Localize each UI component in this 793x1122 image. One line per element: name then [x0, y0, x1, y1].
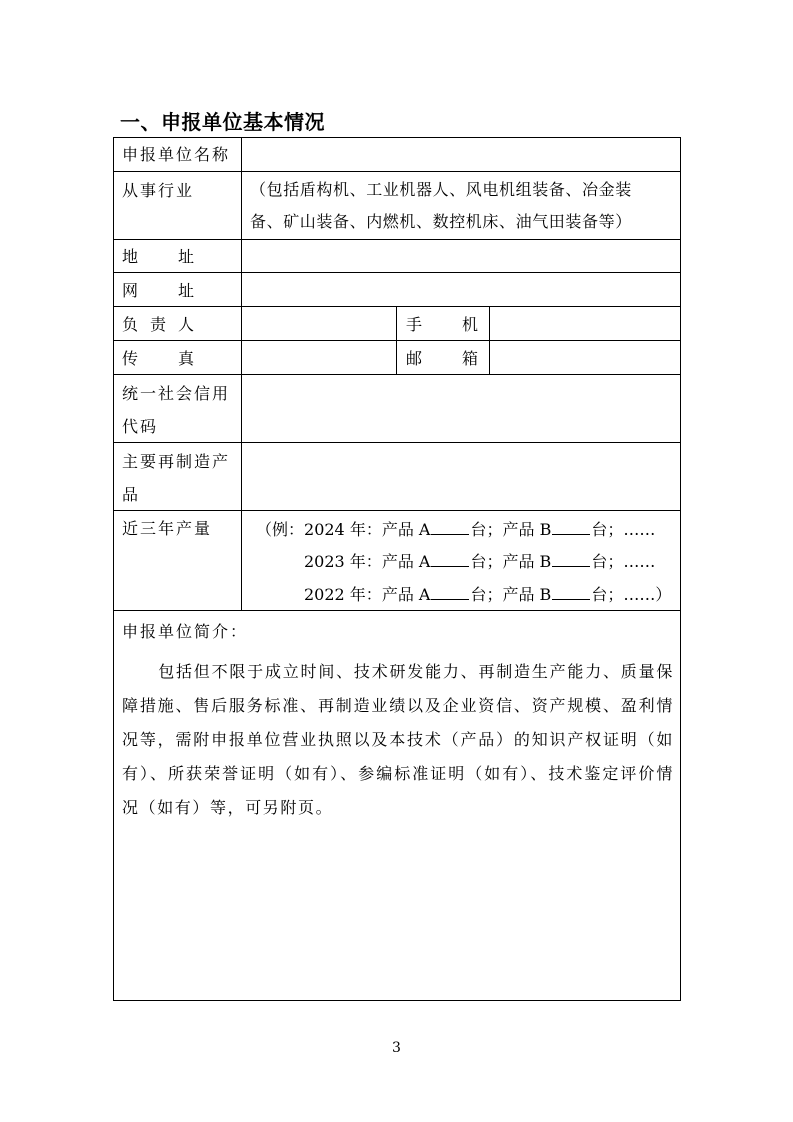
- industry-hint-line1: （包括盾构机、工业机器人、风电机组装备、冶金装: [250, 180, 632, 199]
- column-divider: [241, 138, 242, 610]
- output-product-b: 台；产品 B: [470, 520, 552, 539]
- mobile-field[interactable]: [490, 307, 680, 340]
- products-field[interactable]: [242, 443, 680, 510]
- product-a-blank[interactable]: [431, 550, 469, 567]
- unit-name-field[interactable]: [242, 138, 680, 171]
- contact-label-char: 人: [177, 315, 194, 334]
- website-label-char: 址: [177, 281, 194, 300]
- fax-field[interactable]: [242, 341, 396, 374]
- product-a-blank[interactable]: [431, 518, 469, 535]
- intro-label: 申报单位简介：: [122, 622, 249, 641]
- output-product-a: 产品 A: [381, 552, 431, 571]
- page-number: 3: [392, 1040, 401, 1056]
- output-product-b: 台；产品 B: [470, 585, 552, 604]
- website-field[interactable]: [242, 273, 680, 306]
- output-row-2024: [256, 513, 655, 547]
- output-row-end: 台；……）: [591, 585, 672, 604]
- products-label-line2: 品: [122, 485, 141, 504]
- intro-section[interactable]: [114, 611, 680, 1000]
- output-product-a: 产品 A: [381, 520, 431, 539]
- output-product-b: 台；产品 B: [470, 552, 552, 571]
- output-row-end: 台；……: [591, 552, 656, 571]
- email-field[interactable]: [490, 341, 680, 374]
- fax-label: [122, 342, 194, 376]
- mobile-label-char: 机: [461, 315, 478, 334]
- fax-label-char: 传: [122, 349, 139, 368]
- product-b-blank[interactable]: [552, 583, 590, 600]
- mobile-label: [406, 308, 478, 342]
- products-label-line1: 主要再制造产: [122, 452, 231, 471]
- section-title: 一、申报单位基本情况: [120, 110, 325, 134]
- website-label: [122, 274, 194, 308]
- output-year: 2022 年：: [304, 585, 382, 604]
- email-label-char: 邮: [406, 349, 423, 368]
- output-product-a: 产品 A: [381, 585, 431, 604]
- credit-code-field[interactable]: [242, 375, 680, 442]
- contact-label-char: 责: [149, 315, 166, 334]
- contact-person-label: [122, 308, 194, 342]
- basic-info-form: [113, 137, 681, 1001]
- address-label-char: 地: [122, 247, 139, 266]
- website-label-char: 网: [122, 281, 139, 300]
- contact-person-field[interactable]: [242, 307, 396, 340]
- credit-code-label-line1: 统一社会信用: [122, 384, 231, 403]
- column-divider: [396, 306, 397, 374]
- product-b-blank[interactable]: [552, 518, 590, 535]
- product-a-blank[interactable]: [431, 583, 469, 600]
- email-label-char: 箱: [461, 349, 478, 368]
- unit-name-label: 申报单位名称: [122, 145, 231, 164]
- output-row-2023: [304, 545, 655, 579]
- industry-label: 从事行业: [122, 181, 195, 200]
- output-example-prefix: （例：: [256, 520, 305, 539]
- intro-instructions: [122, 655, 674, 825]
- output-label: 近三年产量: [122, 519, 213, 538]
- row-divider: [114, 510, 680, 511]
- email-label: [406, 342, 478, 376]
- industry-hint-line2: 备、矿山装备、内燃机、数控机床、油气田装备等）: [250, 212, 632, 231]
- credit-code-label-line2: 代码: [122, 417, 159, 436]
- contact-label-char: 负: [122, 315, 139, 334]
- address-field[interactable]: [242, 240, 680, 272]
- address-label-char: 址: [177, 247, 194, 266]
- intro-text: 包括但不限于成立时间、技术研发能力、再制造生产能力、质量保障措施、售后服务标准、再制造业绩以及企业资信、资产规模、盈利情况等，需附申报单位营业执照以及本技术（产品）的知识产权证明（如有）、所获荣誉证明（如有）、参编标准证明（如有）、技术鉴定评价情况（如有）等，可另附页。: [122, 662, 674, 817]
- product-b-blank[interactable]: [552, 550, 590, 567]
- output-row-end: 台；……: [591, 520, 656, 539]
- output-year: 2024 年：: [304, 520, 382, 539]
- output-year: 2023 年：: [304, 552, 382, 571]
- output-row-2022: [304, 578, 671, 612]
- fax-label-char: 真: [177, 349, 194, 368]
- address-label: [122, 240, 194, 274]
- mobile-label-char: 手: [406, 315, 423, 334]
